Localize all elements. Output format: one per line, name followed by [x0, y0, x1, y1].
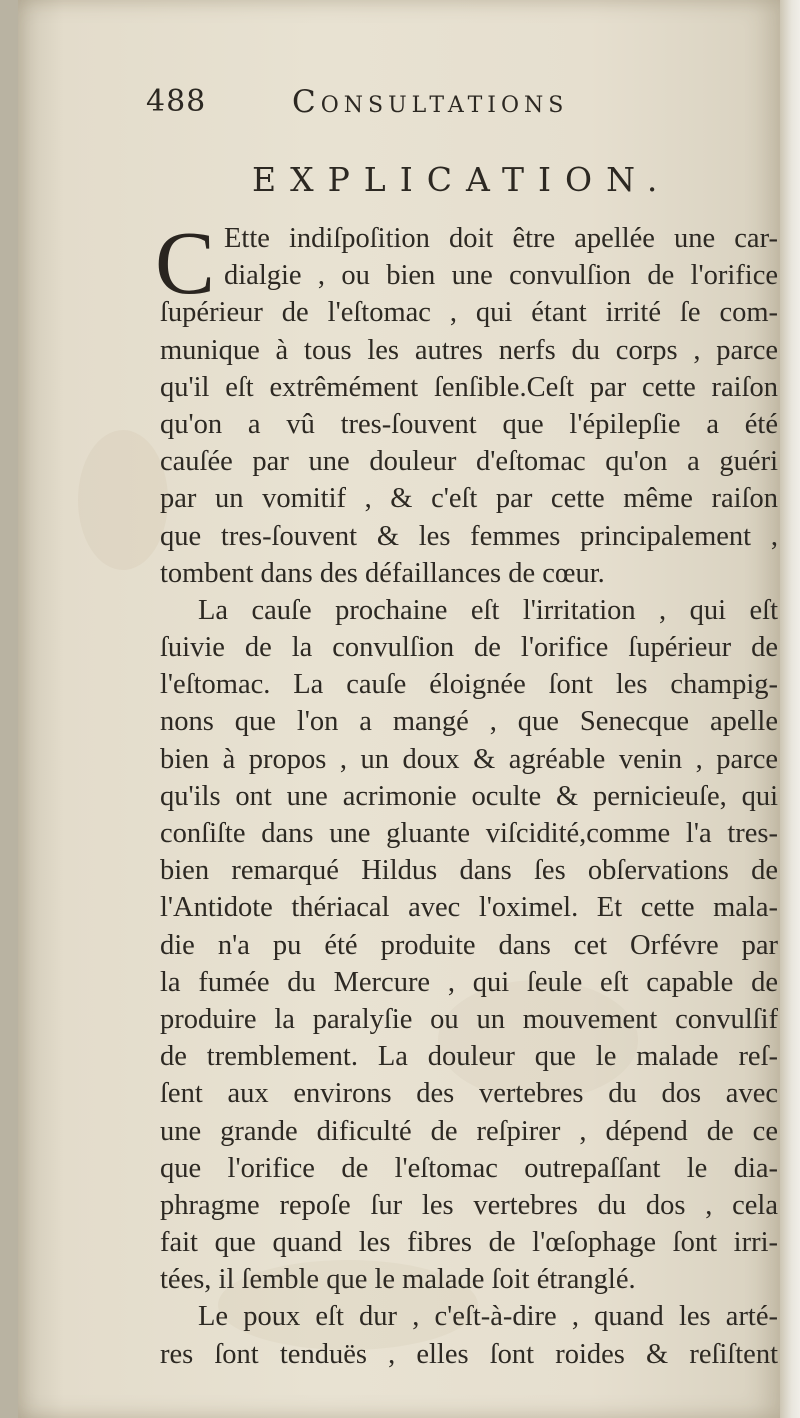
text-line: l'eſtomac. La cauſe éloignée ſont les champig- — [160, 669, 778, 701]
text-line: nons que l'on a mangé , que Senecque apelle — [160, 706, 778, 738]
text-line: la fumée du Mercure , qui ſeule eſt capable de — [160, 966, 778, 998]
text-line: die n'a pu été produite dans cet Orfévre par — [160, 929, 778, 961]
text-line: de tremblement. La douleur que le malade reſ- — [160, 1041, 778, 1073]
text-line: La cauſe prochaine eſt l'irritation , qui eſt — [198, 594, 778, 626]
text-line: Le poux eſt dur , c'eſt-à-dire , quand les arté- — [198, 1301, 778, 1333]
text-line: bien remarqué Hildus dans ſes obſervations de — [160, 855, 778, 887]
text-line: dialgie , ou bien une convulſion de l'orifice — [224, 260, 778, 292]
text-line: ſupérieur de l'eſtomac , qui étant irrité ſe com- — [160, 297, 778, 329]
text-line: fait que quand les fibres de l'œſophage ſont irri- — [160, 1227, 778, 1259]
text-line: que tres-ſouvent & les femmes principalement , — [160, 520, 778, 552]
drop-cap: C — [155, 214, 216, 313]
text-line: que l'orifice de l'eſtomac outrepaſſant le dia- — [160, 1152, 778, 1184]
text-line: tées, il ſemble que le malade ſoit étranglé. — [160, 1264, 636, 1296]
text-line: ſuivie de la convulſion de l'orifice ſupérieur de — [160, 632, 778, 664]
text-line: res ſont tenduës , elles ſont roides & reſiſtent — [160, 1338, 778, 1370]
text-line: ſent aux environs des vertebres du dos avec — [160, 1078, 778, 1110]
text-line: qu'ils ont une acrimonie oculte & pernicieuſe, qui — [160, 780, 778, 812]
page-number: 488 — [146, 84, 207, 119]
body-text — [155, 214, 778, 1373]
text-line: munique à tous les autres nerfs du corps , parce — [160, 334, 778, 366]
text-line: phragme repoſe ſur les vertebres du dos , cela — [160, 1189, 778, 1221]
text-line: produire la paralyſie ou un mouvement convulſif — [160, 1003, 778, 1035]
text-line: cauſée par une douleur d'eſtomac qu'on a guéri — [160, 446, 778, 478]
text-line: Ette indiſpoſition doit être apellée une car- — [224, 223, 778, 254]
text-line: tombent dans des défaillances de cœur. — [160, 557, 605, 589]
text-line: une grande dificulté de reſpirer , dépend de ce — [160, 1115, 778, 1147]
page-edge — [780, 0, 800, 1418]
text-line: conſiſte dans une gluante viſcidité,comme l'a tres- — [160, 818, 778, 849]
text-line: qu'il eſt extrêmément ſenſible.Ceſt par cette raiſon — [160, 371, 778, 403]
section-title: EXPLICATION. — [252, 160, 672, 199]
text-line: par un vomitif , & c'eſt par cette même raiſon — [160, 483, 778, 515]
running-title: Consultations — [292, 84, 569, 120]
running-header — [146, 84, 666, 134]
text-line: qu'on a vû tres-ſouvent que l'épilepſie a été — [160, 408, 778, 440]
text-line: bien à propos , un doux & agréable venin , parce — [160, 743, 778, 775]
text-line: l'Antidote thériacal avec l'oximel. Et cette mala- — [160, 892, 778, 924]
